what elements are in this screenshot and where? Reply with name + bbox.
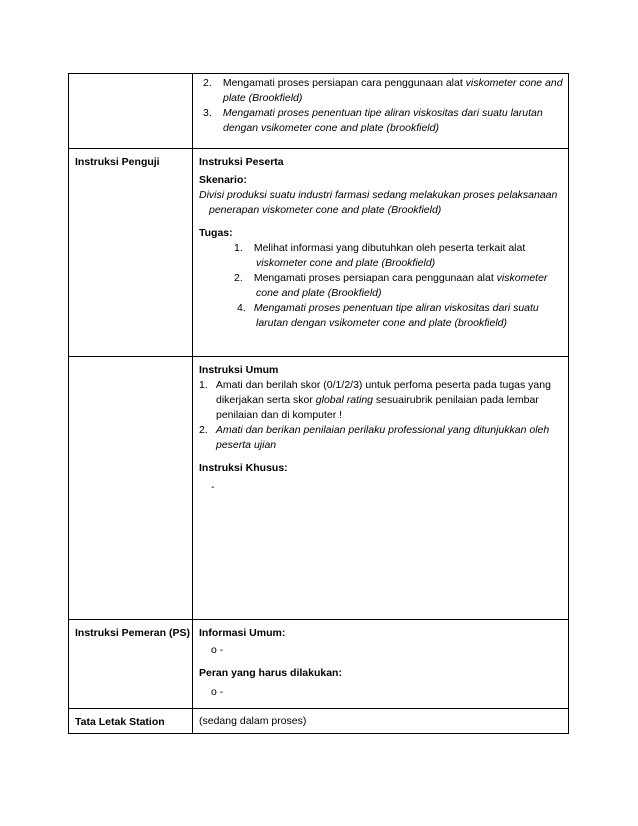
tasks-continued-cell (193, 74, 569, 149)
row-instruksi-pemeran (69, 620, 569, 709)
list-text: Amati dan berilah skor (0/1/2/3) untuk perfoma peserta pada tugas yang (215, 379, 551, 391)
section-title: Instruksi Peserta (199, 156, 284, 168)
cell-value: (sedang dalam proses) (199, 715, 307, 727)
list-text: larutan dengan vsikometer cone and plate (brookfield) (256, 317, 507, 329)
row-tata-letak (69, 709, 569, 734)
list-text: cone and plate (Brookfield) (256, 287, 382, 299)
list-item: o - (211, 686, 224, 698)
list-text-italic: viskometer cone and (465, 77, 563, 89)
section-title: Instruksi Khusus: (199, 462, 288, 474)
list-number: 4. (237, 302, 246, 314)
list-text: penilaian dan di komputer ! (216, 409, 343, 421)
list-text: Mengamati proses penentuan tipe aliran viskositas dari suatu larutan (222, 107, 543, 119)
empty-label-cell (69, 357, 193, 620)
row-label: Tata Letak Station (75, 716, 165, 728)
row-label: Instruksi Pemeran (PS) (75, 627, 190, 639)
list-text: Melihat informasi yang dibutuhkan oleh peserta terkait alat (253, 242, 526, 254)
station-table (68, 73, 569, 734)
list-text: dikerjakan serta skor (216, 394, 316, 406)
list-number: 2. (234, 272, 243, 284)
instruksi-pemeran-cell (193, 620, 569, 709)
row-instruksi-umum (69, 357, 569, 620)
label-cell (69, 149, 193, 357)
list-number: 1. (199, 379, 208, 391)
row-tasks-continued (69, 74, 569, 149)
list-text-italic: global rating (315, 394, 374, 406)
tugas-label: Tugas: (199, 227, 233, 239)
list-item: - (211, 481, 215, 493)
skenario-text: penerapan viskometer cone and plate (Brookfield) (209, 204, 442, 216)
instruksi-peserta-cell (193, 149, 569, 357)
list-number: 1. (234, 242, 243, 254)
list-text: peserta ujian (216, 439, 277, 451)
list-text: plate (Brookfield) (223, 92, 303, 104)
list-text: viskometer cone and plate (Brookfield) (256, 257, 436, 269)
list-text: Mengamati proses persiapan cara penggunaan alat (253, 272, 497, 284)
row-label: Instruksi Penguji (75, 156, 160, 168)
list-number: 3. (203, 107, 212, 119)
list-text: Mengamati proses penentuan tipe aliran viskositas dari suatu (253, 302, 539, 314)
list-text-italic: viskometer (496, 272, 548, 284)
label-cell (69, 620, 193, 709)
instruksi-umum-cell (193, 357, 569, 620)
list-text: sesuairubrik penilaian pada lembar (373, 394, 539, 406)
skenario-text: Divisi produksi suatu industri farmasi sedang melakukan proses pelaksanaan (199, 189, 558, 201)
section-title: Peran yang harus dilakukan: (199, 667, 342, 679)
label-cell (69, 709, 193, 734)
row-instruksi-penguji (69, 149, 569, 357)
list-text: Mengamati proses persiapan cara penggunaan alat (222, 77, 466, 89)
section-title: Instruksi Umum (199, 364, 279, 376)
list-text: dengan vsikometer cone and plate (brookfield) (223, 122, 439, 134)
list-text: Amati dan berikan penilaian perilaku professional yang ditunjukkan oleh (215, 424, 550, 436)
list-number: 2. (199, 424, 208, 436)
skenario-label: Skenario: (199, 174, 247, 186)
section-title: Informasi Umum: (199, 627, 286, 639)
list-number: 2. (203, 77, 212, 89)
list-item: o - (211, 644, 224, 656)
tata-letak-cell (193, 709, 569, 734)
empty-label-cell (69, 74, 193, 149)
